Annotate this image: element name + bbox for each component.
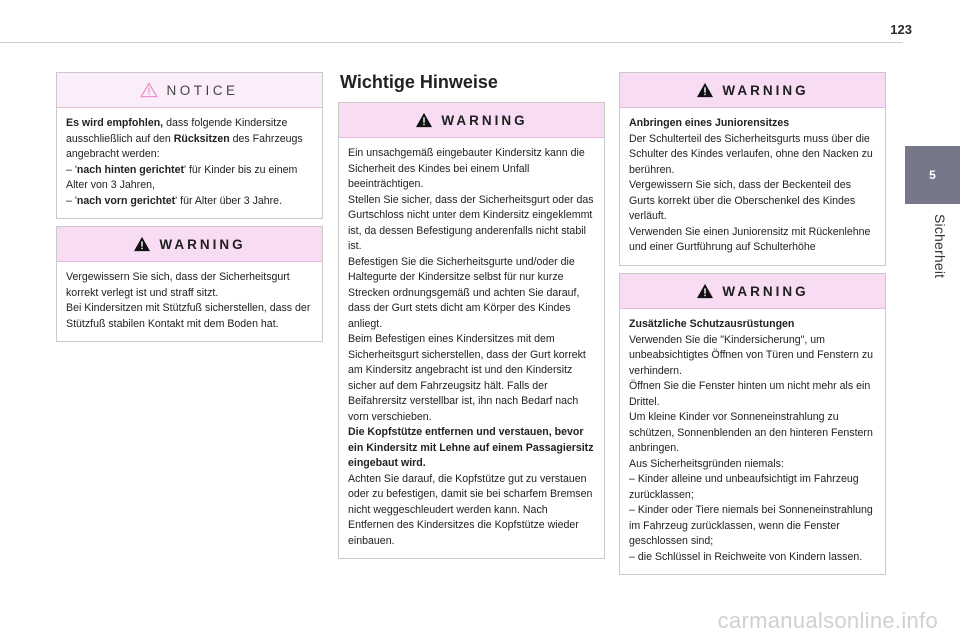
warning-body bbox=[620, 108, 885, 265]
notice-item-2 bbox=[66, 194, 314, 210]
warning-title: WARNING bbox=[722, 82, 809, 98]
warning-triangle-icon bbox=[140, 82, 158, 98]
warning-box-main bbox=[338, 102, 605, 559]
notice-item-1 bbox=[66, 163, 314, 194]
warning-header bbox=[57, 227, 322, 262]
warning-paragraph: Achten Sie darauf, die Kopfstütze gut zu verstauen oder zu befestigen, damit sie bei scharfem Bremsen nicht weggeschleudert werden kann. Nach Entfernen des Kindersitzes die Kopfstütze wieder einbauen. bbox=[348, 472, 593, 547]
warning-body bbox=[339, 138, 604, 558]
warning-title: WARNING bbox=[441, 112, 528, 128]
chapter-number: 5 bbox=[929, 168, 936, 182]
warning-paragraph: Um kleine Kinder vor Sonneneinstrahlung zu schützen, Sonnenblenden an den hinteren Fenstern anbringen. bbox=[629, 411, 873, 454]
warning-triangle-icon bbox=[696, 82, 714, 98]
notice-intro-bold2: Rücksitzen bbox=[173, 132, 230, 145]
notice-intro bbox=[66, 116, 314, 163]
warning-paragraph: Befestigen Sie die Sicherheitsgurte und/oder die Haltegurte der Kindersitze selbst für nur kurze Strecken ordnungsgemäß und achten Sie darauf, dass der Gurt stets dicht am Körper des Kindes anliegt. bbox=[348, 255, 580, 330]
notice-header bbox=[57, 73, 322, 108]
notice-body bbox=[57, 108, 322, 218]
warning-title: WARNING bbox=[722, 283, 809, 299]
warning-paragraph: Verwenden Sie einen Juniorensitz mit Rückenlehne und einer Gurtführung auf Schulterhöhe bbox=[629, 225, 871, 253]
notice-intro-bold: Es wird empfohlen, bbox=[66, 117, 164, 129]
warning-triangle-icon bbox=[696, 283, 714, 299]
warning-list-item: – die Schlüssel in Reichweite von Kindern lassen. bbox=[629, 550, 863, 563]
warning-title: WARNING bbox=[159, 236, 246, 252]
warning-paragraph: Aus Sicherheitsgründen niemals: bbox=[629, 457, 784, 470]
warning-header bbox=[620, 73, 885, 108]
warning-paragraph: Beim Befestigen eines Kindersitzes mit dem Sicherheitsgurt sicherstellen, dass der Gurt korrekt am Kindersitz angebracht ist und den Kindersitz sicher auf dem Fahrzeugsitz hält. Falls der Beifahrersitz verstellbar ist, ihn nach Bedarf nach vorn verschieben. bbox=[348, 333, 586, 423]
notice-box bbox=[56, 72, 323, 219]
warning-box-left bbox=[56, 226, 323, 342]
warning-paragraph: Ein unsachgemäß eingebauter Kindersitz kann die Sicherheit des Kindes bei einem Unfall beeinträchtigen. bbox=[348, 147, 585, 190]
warning-heading: Anbringen eines Juniorensitzes bbox=[629, 117, 790, 129]
warning-body bbox=[620, 309, 885, 574]
page-number: 123 bbox=[890, 22, 912, 37]
warning-body bbox=[57, 262, 322, 341]
section-title: Wichtige Hinweise bbox=[340, 72, 498, 92]
warning-paragraph: Vergewissern Sie sich, dass der Sicherheitsgurt korrekt verlegt ist und straff sitzt. bbox=[66, 271, 290, 299]
warning-paragraph: Bei Kindersitzen mit Stützfuß sicherstellen, dass der Stützfuß stabilen Kontakt mit dem Boden hat. bbox=[66, 302, 311, 330]
notice-title: NOTICE bbox=[166, 82, 239, 98]
notice-item1-text: ' für Kinder bis zu einem Alter von 3 Jahren, bbox=[66, 163, 298, 191]
notice-intro-text: dass folgende Kindersitze ausschließlich auf den bbox=[66, 117, 288, 145]
warning-list-item: – Kinder alleine und unbeaufsichtigt im Fahrzeug zurücklassen; bbox=[629, 473, 859, 501]
notice-item1-bold: nach hinten gerichtet bbox=[76, 163, 184, 176]
top-rule bbox=[0, 42, 903, 43]
chapter-tab[interactable] bbox=[905, 146, 960, 204]
notice-item2-bold: nach vorn gerichtet bbox=[76, 194, 176, 207]
warning-header bbox=[620, 274, 885, 309]
warning-heading: Zusätzliche Schutzausrüstungen bbox=[629, 318, 795, 330]
warning-header bbox=[339, 103, 604, 138]
notice-item2-prefix: – ' bbox=[66, 194, 77, 207]
chapter-title: Sicherheit bbox=[932, 214, 948, 279]
warning-paragraph-bold: Die Kopfstütze entfernen und verstauen, bevor ein Kindersitz mit Lehne auf einem Passagiersitz eingebaut wird. bbox=[348, 426, 594, 469]
warning-triangle-icon bbox=[133, 236, 151, 252]
notice-item1-prefix: – ' bbox=[66, 163, 77, 176]
warning-paragraph: Verwenden Sie die "Kindersicherung", um unbeabsichtigtes Öffnen von Türen und Fenstern zu verhindern. bbox=[629, 333, 874, 377]
warning-box-protection bbox=[619, 273, 886, 575]
warning-triangle-icon bbox=[415, 112, 433, 128]
warning-paragraph: Stellen Sie sicher, dass der Sicherheitsgurt oder das Gurtschloss nicht unter dem Kindersitz eingeklemmt ist, da dessen Befestigung anderenfalls nicht stabil ist. bbox=[348, 193, 594, 252]
warning-paragraph: Der Schulterteil des Sicherheitsgurts muss über die Schulter des Kindes verlaufen, ohne den Nacken zu berühren. bbox=[629, 132, 873, 176]
notice-item2-text: ' für Alter über 3 Jahre. bbox=[175, 194, 283, 207]
warning-list-item: – Kinder oder Tiere niemals bei Sonneneinstrahlung im Fahrzeug zurücklassen, wenn die Fenster geschlossen sind; bbox=[629, 504, 873, 547]
warning-box-junior-seat bbox=[619, 72, 886, 266]
notice-intro-text2: des Fahrzeugs angebracht werden: bbox=[66, 132, 303, 160]
warning-paragraph: Öffnen Sie die Fenster hinten um nicht mehr als ein Drittel. bbox=[629, 380, 871, 408]
warning-paragraph: Vergewissern Sie sich, dass der Beckenteil des Gurts korrekt über die Oberschenkel des Kindes verläuft. bbox=[629, 179, 856, 222]
watermark: carmanualsonline.info bbox=[717, 608, 938, 633]
